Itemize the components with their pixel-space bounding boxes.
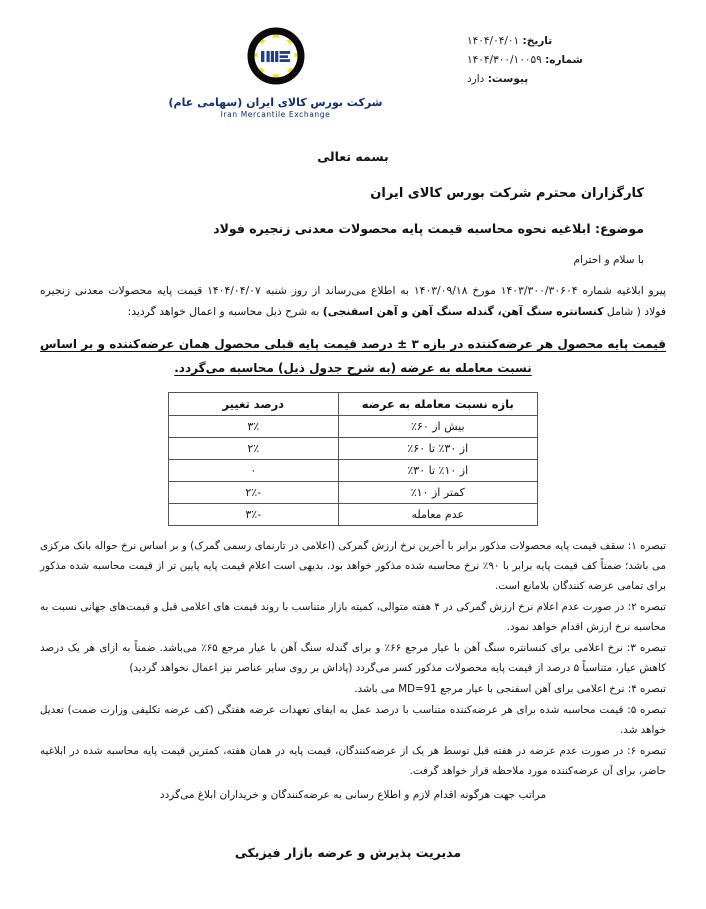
column-header-range: بازه نسبت معامله به عرضه xyxy=(338,393,537,416)
trade-to-offer-table xyxy=(168,392,538,526)
organization-logo xyxy=(44,22,447,119)
cell-range: از ۱۰٪ تا ۳۰٪ xyxy=(338,460,537,482)
note-2: تبصره ۲: در صورت عدم اعلام نرخ ارزش گمرکی در ۴ هفته متوالی، کمیته بازار متناسب با روند قیمت های اعلامی قبل و قیمت‌های جهانی نسبت به محاسبه نرخ ارزش اقدام خواهد نمود. xyxy=(40,601,666,633)
logo-text-en: Iran Mercantile Exchange xyxy=(220,110,331,119)
note-4-suffix: می باشد. xyxy=(354,683,399,695)
addressee: کارگزاران محترم شرکت بورس کالای ایران xyxy=(370,186,644,201)
note-3: تبصره ۳: نرخ اعلامی برای کنسانتره سنگ آهن با عیار مرجع ۶۶٪ و برای گندله سنگ آهن با عیار مرجع ۶۵٪ می‌باشد. ضمناً به ازای هر یک درصد کاهش عیار، متناسباً ۵ درصد از قیمت پایه محصولات مذکور کسر می‌گردد (پاداش بر روی سایر عناصر نیز اعمال نخواهد گردید) xyxy=(40,642,666,674)
date-row xyxy=(467,32,662,51)
column-header-change: درصد تغییر xyxy=(169,393,339,416)
table-row xyxy=(169,416,538,438)
intro-part-one: پیرو ابلاغیه شماره ۱۴۰۳/۳۰۰/۳۰۶۰۴ مورخ ۱۴۰۳/۰۹/۱۸ به اطلاع می‌رساند از روز شنبه ۱۴۰۴/۰۴/۰۷ قیمت پایه محصولات معدنی زنجیره فولاد ( شامل xyxy=(40,284,666,318)
intro-part-two: به شرح ذیل محاسبه و اعمال خواهد گردید: xyxy=(127,305,323,318)
attachment-row xyxy=(467,70,662,89)
basmala: بسمه تعالی xyxy=(317,149,389,164)
intro-paragraph xyxy=(40,280,666,322)
number-label: شماره: xyxy=(545,54,583,66)
note-6: تبصره ۶: در صورت عدم عرضه در هفته قبل توسط هر یک از عرضه‌کنندگان، قیمت پایه در همان هفته، کمترین قیمت پایه محاسبه شده در ابلاغیه حاضر، برای آن عرضه‌کننده مورد ملاحظه قرار خواهد گرفت. xyxy=(40,745,666,777)
table-row xyxy=(169,438,538,460)
attachment-value: دارد xyxy=(467,73,485,85)
table-row xyxy=(169,504,538,526)
note-4-grade-code: MD=91 xyxy=(398,683,437,695)
ime-logo-icon xyxy=(241,22,311,92)
signature-block: مدیریت پذیرش و عرضه بازار فیزیکی xyxy=(234,845,462,860)
greeting: با سلام و احترام xyxy=(573,254,644,266)
number-value: ۱۴۰۴/۳۰۰/۱۰۰۵۹ xyxy=(467,54,542,66)
cell-change: ۰ xyxy=(169,460,339,482)
cell-range: عدم معامله xyxy=(338,504,537,526)
attachment-label: پیوست: xyxy=(487,73,529,85)
cell-change: -۲٪ xyxy=(169,482,339,504)
cell-change: -۳٪ xyxy=(169,504,339,526)
ratio-table-container xyxy=(40,392,666,526)
document-header xyxy=(0,0,706,135)
pricing-rule-highlight: قیمت پایه محصول هر عرضه‌کننده در بازه ۳ ± درصد قیمت پایه قبلی محصول همان عرضه‌کننده و بر اساس نسبت معامله به عرضه (به شرح جدول ذیل) محاسبه می‌گردد. xyxy=(40,337,666,375)
cell-range: بیش از ۶۰٪ xyxy=(338,416,537,438)
date-label: تاریخ: xyxy=(522,35,553,47)
cell-change: ۲٪ xyxy=(169,438,339,460)
cell-change: ۳٪ xyxy=(169,416,339,438)
table-header-row xyxy=(169,393,538,416)
cell-range: از ۳۰٪ تا ۶۰٪ xyxy=(338,438,537,460)
closing-statement: مراتب جهت هرگونه اقدام لازم و اطلاع رسانی به عرضه‌کنندگان و خریداران ابلاغ می‌گردد xyxy=(159,789,547,801)
document-body xyxy=(0,149,706,860)
date-value: ۱۴۰۴/۰۴/۰۱ xyxy=(467,35,520,47)
number-row xyxy=(467,51,662,70)
cell-range: کمتر از ۱۰٪ xyxy=(338,482,537,504)
table-row xyxy=(169,460,538,482)
note-4-prefix: تبصره ۴: نرخ اعلامی برای آهن اسفنجی با عیار مرجع xyxy=(436,683,666,695)
intro-products-bold: کنسانتره سنگ آهن، گندله سنگ آهن و آهن اسفنجی) xyxy=(322,305,604,318)
header-metadata xyxy=(447,22,662,89)
logo-text-fa: شرکت بورس کالای ایران (سهامی عام) xyxy=(168,96,383,109)
table-row xyxy=(169,482,538,504)
note-4 xyxy=(40,679,666,699)
note-5: تبصره ۵: قیمت محاسبه شده برای هر عرضه‌کننده متناسب با درصد عمل به ایفای تعهدات عرضه هفتگی (کف عرضه تکلیفی وزارت صمت) تعدیل خواهد شد. xyxy=(40,704,666,736)
subject-line: موضوع: ابلاغیه نحوه محاسبه قیمت پایه محصولات معدنی زنجیره فولاد xyxy=(213,221,644,236)
note-1: تبصره ۱: سقف قیمت پایه محصولات مذکور برابر با آخرین نرخ ارزش گمرکی (اعلامی در تارنمای رسمی گمرک) و بر اساس نرخ حواله بانک مرکزی می باشد؛ ضمناً کف قیمت پایه برابر با ۹۰٪ نرخ محاسبه شده مذکور خواهد بود. بدیهی است اعلام قیمت پایه پایین تر از قیمت محاسبه شده مذکور برای تمامی عرضه کنندگان بلامانع است. xyxy=(40,540,666,592)
